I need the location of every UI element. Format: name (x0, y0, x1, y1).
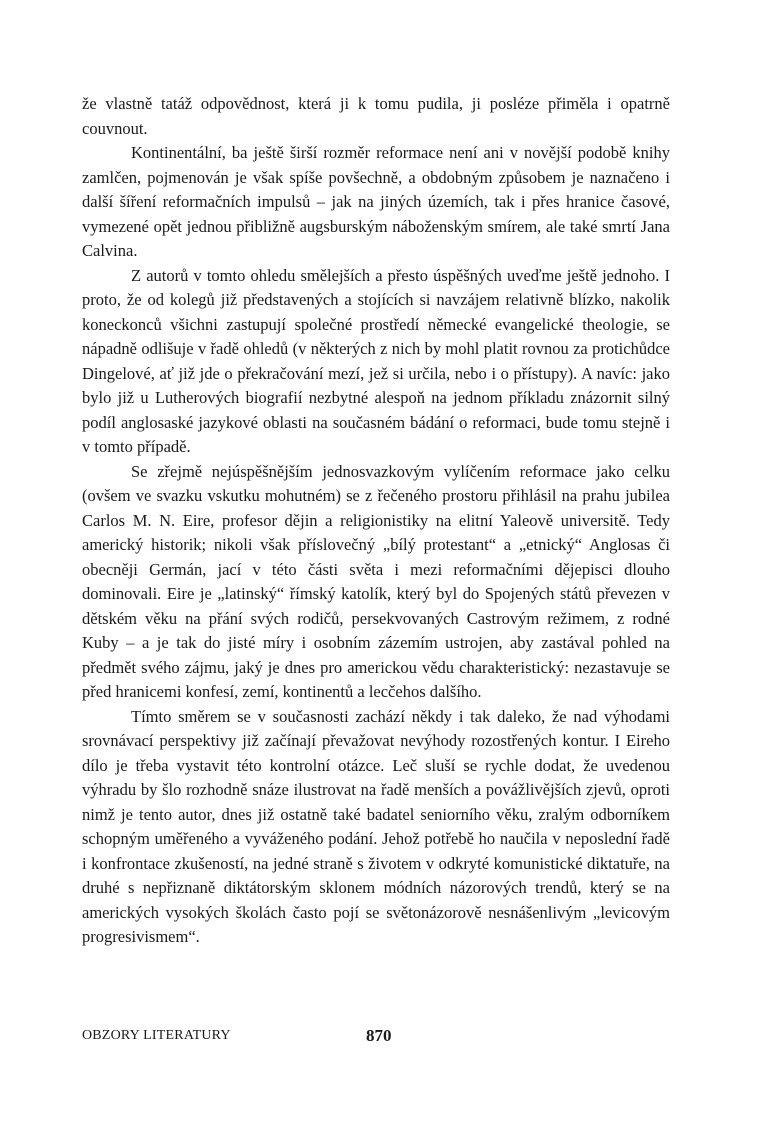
page-number: 870 (366, 1026, 392, 1045)
paragraph: Z autorů v tomto ohledu smělejších a přesto úspěšných uveďme ještě jednoho. I proto, že od kolegů již představených a stojících si navzájem relativně blízko, nakolik koneckonců všichni zastupují společné prostředí německé evangelické theologie, se nápadně odlišuje v řadě ohledů (v některých z nich by mohl platit rovnou za protichůdce Dingelové, ať již jde o překračování mezí, jež si určila, nebo i o přístupy). A navíc: jako bylo již u Lutherových biografií nezbytné alespoň na jednom příkladu znázornit silný podíl anglosaské jazykové oblasti na současném bádání o reformaci, bude tomu stejně i v tomto případě. (82, 265, 670, 456)
paragraph-continuation: že vlastně tatáž odpovědnost, která ji k tomu pudila, ji posléze přiměla i opatrně couvnout. (82, 94, 670, 138)
page-footer (82, 1028, 670, 1052)
paragraph: Kontinentální, ba ještě širší rozměr reformace není ani v novější podobě knihy zamlčen, pojmenován je však spíše povšechně, a obdobným způsobem je naznačeno i další šíření reformačních impulsů – jak na jiných územích, tak i přes hranice časové, vymezené opět jednou přibližně augsburským náboženským smírem, ale také smrtí Jana Calvina. (82, 143, 670, 260)
paragraph: Se zřejmě nejúspěšnějším jednosvazkovým vylíčením reformace jako celku (ovšem ve svazku vskutku mohutném) se z řečeného prostoru přihlásil na prahu jubilea Carlos M. N. Eire, profesor dějin a religionistiky na elitní Yaleově universitě. Tedy americký historik; nikoli však příslovečný „bílý protestant“ a „etnický“ Anglosas či obecněji Germán, jací v této části světa i mezi reformačními dějepisci dlouho dominovali. Eire je „latinský“ římský katolík, který byl do Spojených států převezen v dětském věku na přání svých rodičů, persekvovaných Castrovým režimem, z rodné Kuby – a je tak do jisté míry i osobním zázemím ustrojen, aby zastával pohled na předmět svého zájmu, jaký je dnes pro americkou vědu charakteristický: nezastavuje se před hranicemi konfesí, zemí, kontinentů a lecčehos dalšího. (82, 461, 670, 701)
paragraph: Tímto směrem se v současnosti zachází někdy i tak daleko, že nad výhodami srovnávací perspektivy již začínají převažovat nevýhody rozostřených kontur. I Eireho dílo je třeba vystavit této kontrolní otázce. Leč sluší se rychle dodat, že uvedenou výhradu by šlo rozhodně snáze ilustrovat na řadě menších a povážlivějších zjevů, oproti nimž je tento autor, dnes již ostatně také badatel seniorního věku, zralým odborníkem schopným uměřeného a vyváženého podání. Jehož potřebě ho naučila v neposlední řadě i konfrontace zkušeností, na jedné straně s životem v odkryté komunistické diktatuře, na druhé s nepřiznaně diktátorským sklonem módních názorových trendů, který se na amerických vysokých školách často pojí se světonázorově nesnášenlivým „levicovým progresivismem“. (82, 706, 670, 946)
journal-title: OBZORY LITERATURY (82, 1028, 231, 1043)
page-body (82, 92, 670, 950)
